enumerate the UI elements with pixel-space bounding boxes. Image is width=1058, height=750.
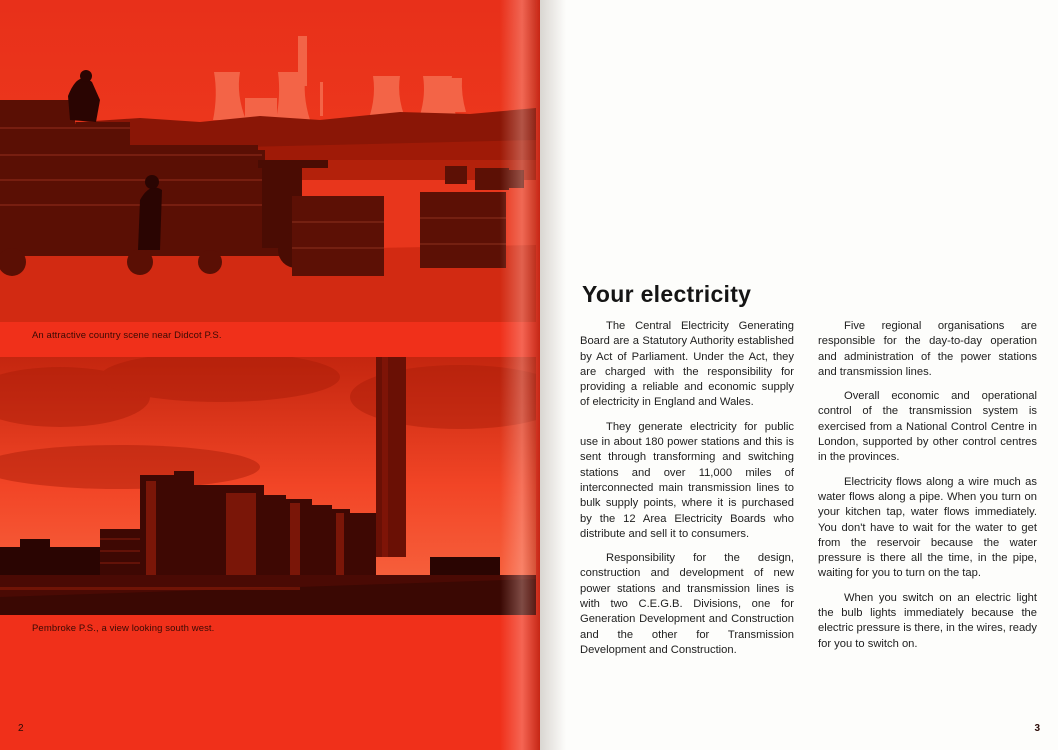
- paragraph: Responsibility for the design, construction and development of new power stations and transmission lines is with two C.E.G.B. Divisions, one for Generation Development and Construction and the other for Transmission Development and Construction.: [580, 552, 794, 656]
- gutter-shadow-left: [500, 0, 540, 750]
- paragraph: Overall economic and operational control of the transmission system is exercised from a National Control Centre in London, supported by other control centres in the provinces.: [818, 390, 1037, 464]
- article-title: Your electricity: [582, 281, 752, 307]
- pembroke-scene-illustration: [0, 357, 536, 615]
- paragraph: Five regional organisations are responsible for the day-to-day operation and administration of the power stations and transmission lines.: [818, 320, 1037, 378]
- text-column-right: [818, 319, 1037, 661]
- text-column-left: [580, 319, 794, 667]
- caption-pembroke: Pembroke P.S., a view looking south west.: [32, 623, 215, 634]
- photo-didcot-country-scene: [0, 0, 536, 322]
- paragraph: Electricity flows along a wire much as water flows along a pipe. When you turn on your kitchen tap, water flows immediately. You don't have to wait for the water to get from the reservoir because the water pressure is there all the time, in the pipe, waiting for you to turn on the tap.: [818, 475, 1037, 580]
- right-page: [540, 0, 1058, 750]
- page-number-right: 3: [1034, 723, 1040, 734]
- caption-didcot: An attractive country scene near Didcot P.S.: [32, 330, 222, 341]
- photo-pembroke-power-station: [0, 357, 536, 615]
- paragraph: The Central Electricity Generating Board are a Statutory Authority established by Act of Parliament. Under the Act, they are charged with the responsibility for providing a reliable and economic supply of electricity in England and Wales.: [580, 320, 794, 409]
- paragraph: When you switch on an electric light the bulb lights immediately because the electric pressure is there, in the wires, ready for you to switch on.: [818, 591, 1037, 650]
- didcot-scene-illustration: [0, 0, 536, 322]
- paragraph: They generate electricity for public use in about 180 power stations and this is sent through transforming and switching stations and over 11,000 miles of interconnected main transmission lines to bulk supply points, where it is purchased by the 12 Area Electricity Boards who distribute and sell it to consumers.: [580, 420, 794, 540]
- gutter-shadow-right: [540, 0, 566, 750]
- page-number-left: 2: [18, 723, 24, 734]
